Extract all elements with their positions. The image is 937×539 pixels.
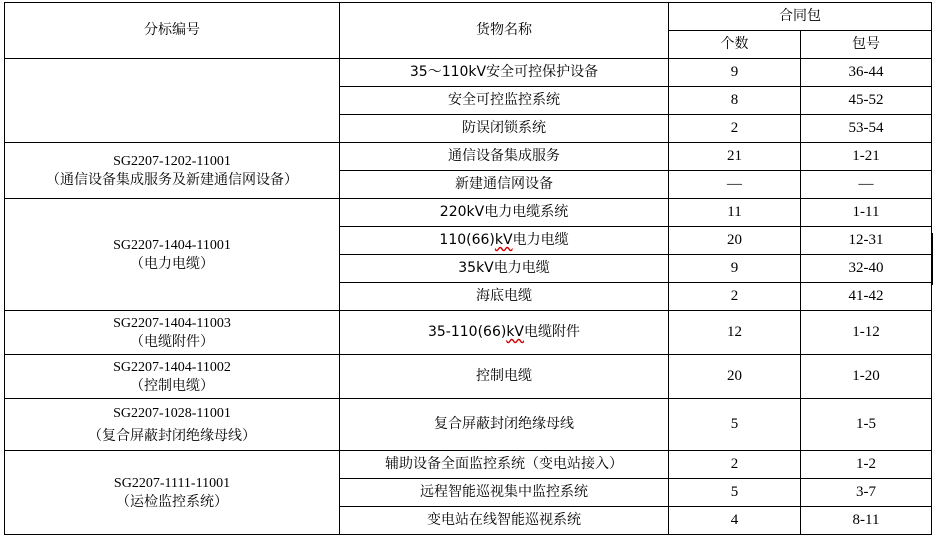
count-value: 20 <box>669 227 801 255</box>
goods-name: 防误闭锁系统 <box>340 115 669 143</box>
package-value: 3-7 <box>801 479 932 507</box>
goods-name: 辅助设备全面监控系统（变电站接入） <box>340 451 669 479</box>
lot-cell <box>5 451 340 535</box>
goods-name-kv: kV <box>506 324 524 340</box>
goods-name: 通信设备集成服务 <box>340 143 669 171</box>
package-value: 1-11 <box>801 199 932 227</box>
lot-cell <box>5 355 340 399</box>
goods-name-prefix: 35-110(66) <box>427 324 507 340</box>
lot-description: （电力电缆） <box>130 255 214 272</box>
lot-cell <box>5 199 340 311</box>
table-row <box>5 59 932 87</box>
lot-code: SG2207-1028-11001 <box>113 405 231 421</box>
table-row <box>5 199 932 227</box>
header-package-no: 包号 <box>801 31 932 59</box>
package-value: — <box>801 171 932 199</box>
table-row <box>5 311 932 355</box>
header-goods-name: 货物名称 <box>340 3 669 59</box>
package-value: 12-31 <box>801 227 932 255</box>
lot-code: SG2207-1404-11001 <box>113 237 231 253</box>
goods-name: 远程智能巡视集中监控系统 <box>340 479 669 507</box>
header-count: 个数 <box>669 31 801 59</box>
count-value: 20 <box>669 355 801 399</box>
package-value: 53-54 <box>801 115 932 143</box>
package-value: 1-2 <box>801 451 932 479</box>
goods-name: 220kV电力电缆系统 <box>340 199 669 227</box>
goods-name: 复合屏蔽封闭绝缘母线 <box>340 399 669 451</box>
lot-description: （复合屏蔽封闭绝缘母线） <box>88 427 256 444</box>
table-row <box>5 143 932 171</box>
count-value: 2 <box>669 283 801 311</box>
lot-description: （通信设备集成服务及新建通信网设备） <box>46 171 298 188</box>
goods-name: 35kV电力电缆 <box>340 255 669 283</box>
table-row <box>5 451 932 479</box>
goods-name-suffix: 电缆附件 <box>524 324 580 340</box>
package-value: 41-42 <box>801 283 932 311</box>
count-value: 8 <box>669 87 801 115</box>
count-value: 9 <box>669 59 801 87</box>
header-lot-number: 分标编号 <box>5 3 340 59</box>
table-row <box>5 355 932 399</box>
package-value: 1-5 <box>801 399 932 451</box>
count-value: 9 <box>669 255 801 283</box>
margin-rule <box>932 233 933 285</box>
lot-description: （电缆附件） <box>130 333 214 350</box>
goods-name: 新建通信网设备 <box>340 171 669 199</box>
count-value: 11 <box>669 199 801 227</box>
header-row <box>5 3 932 31</box>
goods-name: 35～110kV安全可控保护设备 <box>340 59 669 87</box>
goods-name <box>340 227 669 255</box>
table-row <box>5 399 932 451</box>
goods-name <box>340 311 669 355</box>
lot-code: SG2207-1202-11001 <box>113 153 231 169</box>
lot-cell-empty <box>5 59 340 143</box>
package-value: 45-52 <box>801 87 932 115</box>
goods-name-suffix: 电力电缆 <box>512 232 569 248</box>
goods-name: 变电站在线智能巡视系统 <box>340 507 669 535</box>
package-value: 1-21 <box>801 143 932 171</box>
count-value: 21 <box>669 143 801 171</box>
count-value: 2 <box>669 451 801 479</box>
count-value: 4 <box>669 507 801 535</box>
goods-name: 控制电缆 <box>340 355 669 399</box>
package-value: 32-40 <box>801 255 932 283</box>
package-value: 8-11 <box>801 507 932 535</box>
lot-code: SG2207-1404-11003 <box>113 315 231 331</box>
count-value: — <box>669 171 801 199</box>
count-value: 12 <box>669 311 801 355</box>
lot-cell <box>5 143 340 199</box>
goods-name: 海底电缆 <box>340 283 669 311</box>
lot-cell <box>5 399 340 451</box>
goods-name-kv: kV <box>494 232 513 248</box>
goods-name: 安全可控监控系统 <box>340 87 669 115</box>
count-value: 5 <box>669 399 801 451</box>
package-value: 1-20 <box>801 355 932 399</box>
count-value: 5 <box>669 479 801 507</box>
contract-table <box>4 2 932 535</box>
lot-code: SG2207-1111-11001 <box>113 475 231 491</box>
count-value: 2 <box>669 115 801 143</box>
lot-code: SG2207-1404-11002 <box>113 359 231 375</box>
package-value: 1-12 <box>801 311 932 355</box>
header-contract-package: 合同包 <box>669 3 932 31</box>
goods-name-prefix: 110(66) <box>439 232 495 248</box>
lot-description: （运检监控系统） <box>116 493 228 510</box>
package-value: 36-44 <box>801 59 932 87</box>
lot-description: （控制电缆） <box>130 377 214 394</box>
lot-cell <box>5 311 340 355</box>
